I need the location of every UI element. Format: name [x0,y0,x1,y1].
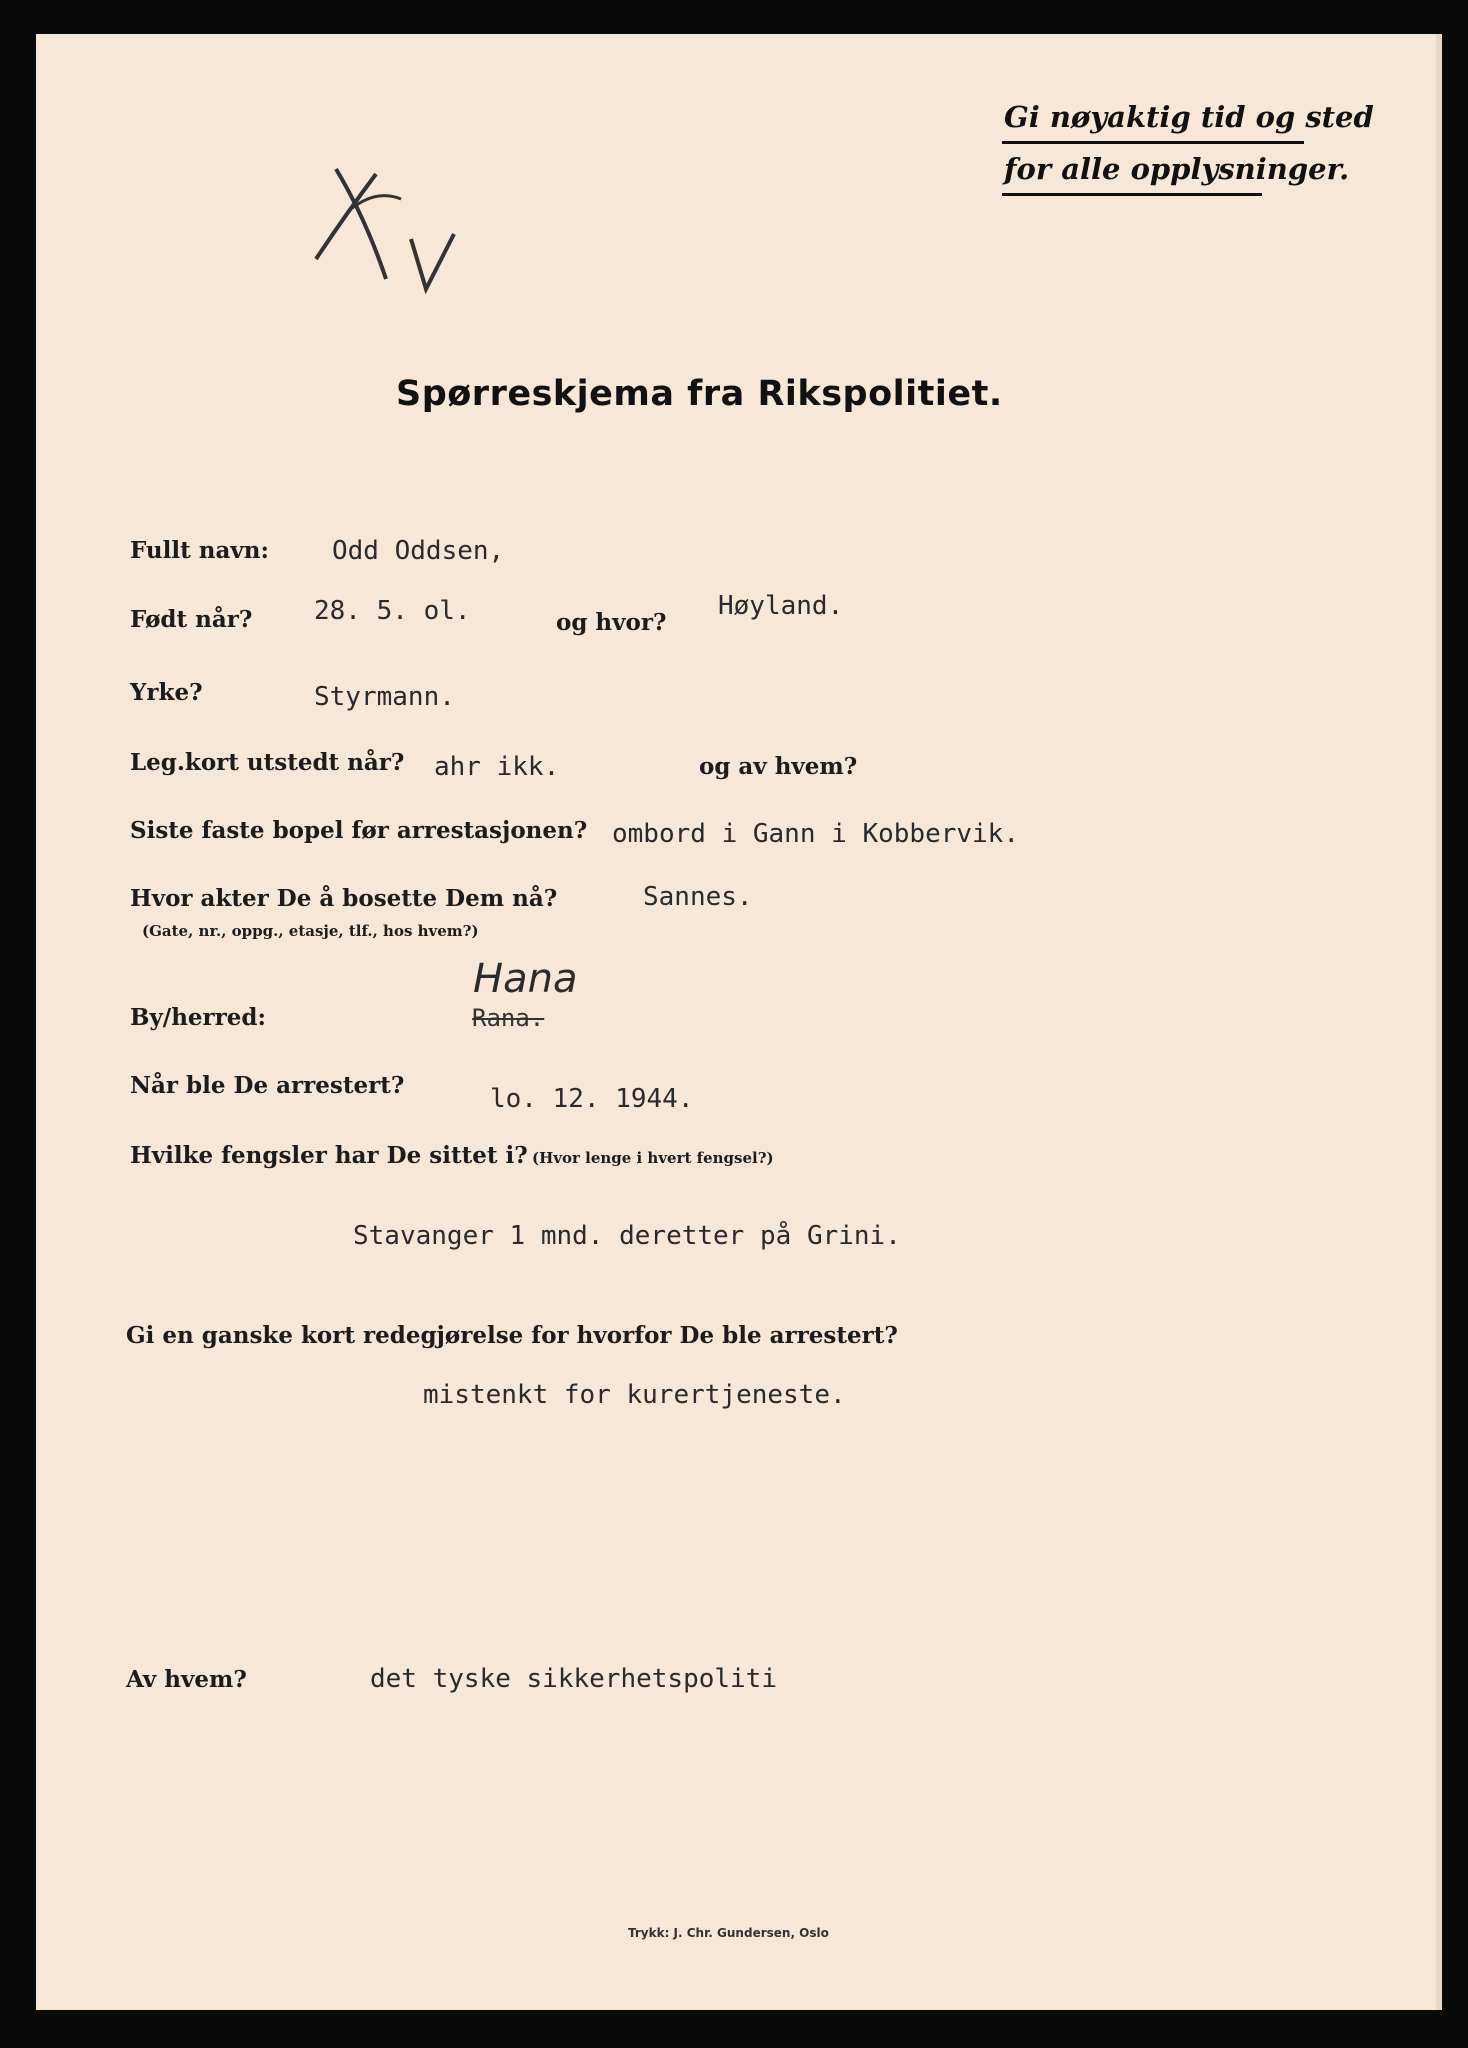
label-full-name: Fullt navn: [130,537,269,564]
label-arrested-when: Når ble De arrestert? [130,1072,405,1099]
label-reason: Gi en ganske kort redegjørelse for hvorfor De ble arrestert? [126,1322,898,1349]
label-by-whom: Av hvem? [126,1666,247,1693]
value-full-name: Odd Oddsen, [332,536,505,566]
handwritten-xv-mark [276,129,476,299]
value-by-whom: det tyske sikkerhetspoliti [370,1664,777,1694]
label-last-residence: Siste faste bopel før arrestasjonen? [130,817,588,844]
value-settle: Sannes. [643,882,753,912]
label-id-card-by: og av hvem? [699,753,858,780]
sublabel-prisons: (Hvor lenge i hvert fengsel?) [532,1149,774,1167]
corner-note-line-1: Gi nøyaktig tid og sted [1004,100,1374,134]
label-prisons: Hvilke fengsler har De sittet i? [130,1142,528,1169]
label-settle: Hvor akter De å bosette Dem nå? [130,885,558,912]
value-occupation: Styrmann. [314,682,455,712]
label-born-when: Født når? [130,606,253,633]
value-born-when: 28. 5. ol. [314,596,471,626]
handwritten-municipality: Hana [473,956,578,1002]
label-born-where: og hvor? [556,609,667,636]
value-prisons: Stavanger 1 mnd. deretter på Grini. [353,1221,901,1251]
struck-municipality: Rana. [472,1004,545,1032]
value-id-card-when: ahr ikk. [434,752,560,782]
sublabel-settle: (Gate, nr., oppg., etasje, tlf., hos hvem?) [142,922,479,940]
value-born-where: Høyland. [718,591,844,621]
label-occupation: Yrke? [130,679,203,706]
printer-footer: Trykk: J. Chr. Gundersen, Oslo [628,1926,829,1940]
label-id-card-when: Leg.kort utstedt når? [130,749,405,776]
value-last-residence: ombord i Gann i Kobbervik. [612,819,1019,849]
corner-note-line-2: for alle opplysninger. [1004,152,1350,186]
form-sheet [36,34,1442,2010]
label-municipality: By/herred: [130,1004,267,1031]
corner-note-underline-1 [1002,141,1304,144]
value-arrested-when: lo. 12. 1944. [490,1084,694,1114]
form-title: Spørreskjema fra Rikspolitiet. [396,374,1003,414]
value-reason: mistenkt for kurertjeneste. [423,1380,846,1410]
corner-note-underline-2 [1002,193,1262,196]
